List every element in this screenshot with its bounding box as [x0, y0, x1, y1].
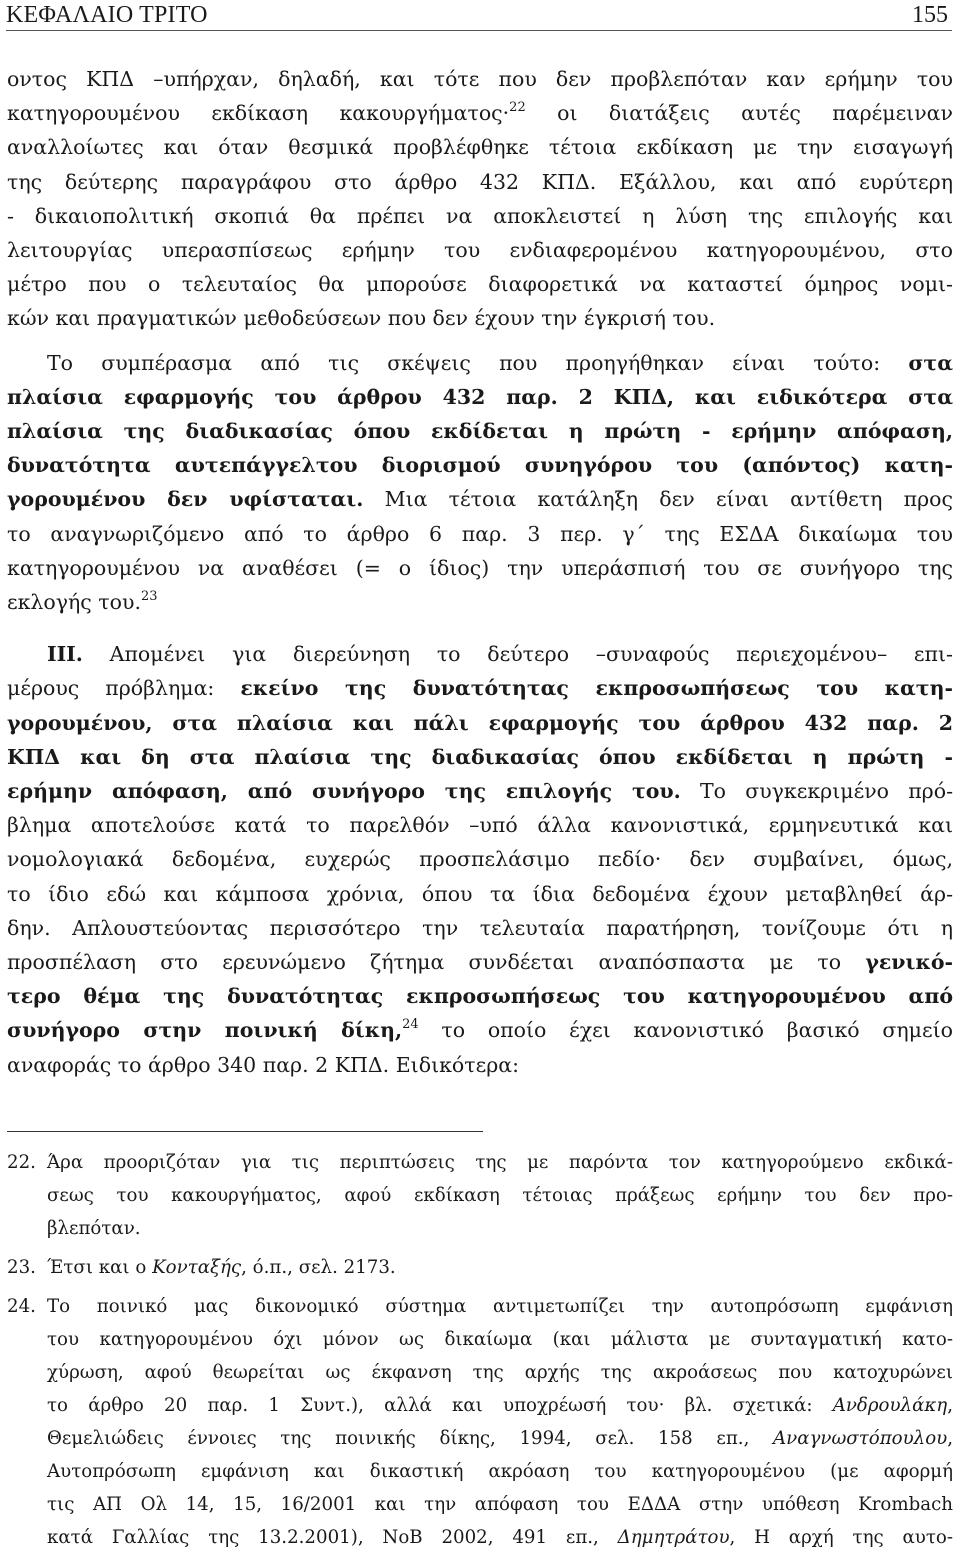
author-name: Κονταξής: [152, 1257, 242, 1278]
text-line: [7, 482, 953, 516]
text-line: [7, 1521, 953, 1554]
text-line: [7, 774, 953, 808]
footnote-divider: [7, 1131, 483, 1132]
text-line: Αυτοπρόσωπη εμφάνιση και δικαστική ακρόαση του κατηγορουμένου (με αφορμή: [47, 1461, 953, 1482]
text-line: [7, 945, 953, 979]
text-line: του κατηγορουμένου όχι μόνον ως δικαίωμα (και μάλιστα με συνταγματική κατο-: [47, 1329, 953, 1350]
text-run: ,: [947, 1395, 953, 1416]
text-line: δην. Απλουστεύοντας περισσότερο την τελευταία παρατήρηση, τονίζουμε ότι η: [7, 915, 953, 940]
author-name: Δημητράτου: [617, 1527, 730, 1548]
main-text: [7, 62, 953, 1082]
bold-run: ΚΠΔ και δη στα πλαίσια της διαδικασίας όπου εκδίδεται η πρώτη -: [7, 744, 953, 769]
running-header: [6, 0, 952, 31]
text-run: κατά Γαλλίας της 13.2.2001), ΝοΒ 2002, 491 επ.,: [47, 1527, 618, 1548]
text-run: Απομένει για διερεύνηση το δεύτερο –συναφούς περιεχομένου– επι-: [82, 642, 953, 667]
footnotes: [7, 1146, 953, 1560]
bold-run: τερο θέμα της δυνατότητας εκπροσωπήσεως του κατηγορουμένου από: [7, 984, 953, 1009]
footnote-24: [7, 1290, 953, 1554]
text-line: βλεπόταν.: [47, 1218, 141, 1239]
text-line: [7, 96, 953, 130]
text-line: της δεύτερης παραγράφου στο άρθρο 432 ΚΠΔ. Εξάλλου, και από ευρύτερη: [7, 169, 953, 194]
bold-run: εκείνο της δυνατότητας εκπροσωπήσεως του κατη-: [240, 676, 953, 701]
footnote-23: [7, 1251, 953, 1284]
text-line: [7, 740, 953, 774]
section-number: ΙΙΙ.: [47, 642, 83, 667]
text-line: χύρωση, αφού θεωρείται ως έκφανση της αρχής της ακροάσεως που κατοχυρώνει: [47, 1362, 953, 1383]
text-line: λειτουργίας υπερασπίσεως ερήμην του ενδιαφερομένου κατηγορουμένου, στο: [7, 238, 953, 263]
text-line: [7, 346, 953, 380]
text-line: νομολογιακά δεδομένα, ευχερώς προσπελάσιμο πεδίο· δεν συμβαίνει, όμως,: [7, 847, 953, 872]
text-run: Μια τέτοια κατάληξη δεν είναι αντίθετη προς: [363, 487, 953, 512]
text-line: μέτρο που ο τελευταίος θα μπορούσε διαφορετικά να καταστεί όμηρος νομι-: [7, 272, 953, 297]
text-run: , ό.π., σελ. 2173.: [241, 1257, 396, 1278]
text-line: - δικαιοπολιτική σκοπιά θα πρέπει να αποκλειστεί η λύση της επιλογής και: [7, 203, 953, 228]
text-run: το άρθρο 20 παρ. 1 Συντ.), αλλά και υποχρέωσή του· βλ. σχετικά:: [47, 1395, 833, 1416]
text-line: [7, 448, 953, 482]
bold-run: συνήγορο στην ποινική δίκη,: [7, 1018, 403, 1043]
footnote-ref-24[interactable]: 24: [402, 1017, 419, 1033]
bold-run: γορουμένου δεν υφίσταται.: [7, 487, 364, 512]
text-run: οι διατάξεις αυτές παρέμειναν: [525, 101, 953, 126]
text-run: κατηγορουμένου εκδίκαση κακουργήματος·: [7, 101, 510, 126]
text-line: [7, 1013, 953, 1047]
footnote-ref-23[interactable]: 23: [140, 589, 158, 605]
bold-run: ερήμην απόφαση, από συνήγορο της επιλογής του.: [7, 779, 681, 804]
text-line: [7, 1290, 953, 1323]
text-run: Θεμελιώδεις έννοιες της ποινικής δίκης, 1994, σελ. 158 επ.,: [47, 1428, 774, 1449]
text-line: κατηγορουμένου να αναθέσει (= ο ίδιος) την υπεράσπισή του σε συνήγορο της: [7, 555, 953, 580]
text-line: κών και πραγματικών μεθοδεύσεων που δεν έχουν την έγκρισή του.: [7, 306, 716, 331]
text-line: [7, 1389, 953, 1422]
text-line: [7, 979, 953, 1013]
text-line: [7, 671, 953, 705]
text-line: [7, 706, 953, 740]
footnote-number: 23.: [7, 1257, 36, 1278]
text-run: Άρα προοριζόταν για τις περιπτώσεις της με παρόντα τον κατηγορούμενο εκδικά-: [47, 1152, 953, 1173]
text-run: μέρους πρόβλημα:: [7, 676, 241, 701]
author-name: Αναγνωστόπουλου: [773, 1428, 948, 1449]
bold-run: πλαίσια εφαρμογής του άρθρου 432 παρ. 2 ΚΠΔ, και ειδικότερα στα: [7, 384, 953, 409]
text-line: βλημα αποτελούσε κατά το παρελθόν –υπό άλλα κανονιστικά, ερμηνευτικά και: [7, 813, 953, 838]
bold-run: στα: [908, 350, 953, 375]
text-run: Το ποινικό μας δικονομικό σύστημα αντιμετωπίζει την αυτοπρόσωπη εμφάνιση: [47, 1296, 953, 1317]
text-run: Το συγκεκριμένο πρό-: [680, 779, 953, 804]
text-line: [7, 380, 953, 414]
footnote-number: 24.: [7, 1296, 36, 1317]
text-line: το αναγνωριζόμενο από το άρθρο 6 παρ. 3 περ. γ΄ της ΕΣΔΑ δικαίωμα του: [7, 521, 953, 546]
text-line: αναφοράς το άρθρο 340 παρ. 2 ΚΠΔ. Ειδικότερα:: [7, 1052, 520, 1077]
text-line: [7, 1146, 953, 1179]
bold-run: πλαίσια της διαδικασίας όπου εκδίδεται η πρώτη - ερήμην απόφαση,: [7, 419, 953, 444]
paragraph-3: [7, 637, 953, 1082]
bold-run: γενικό-: [865, 950, 953, 975]
text-line: [7, 414, 953, 448]
bold-run: δυνατότητα αυτεπάγγελτου διορισμού συνηγόρου του (απόντος) κατη-: [7, 453, 953, 478]
text-line: το ίδιο εδώ και κάμποσα χρόνια, όπου τα ίδια δεδομένα έχουν μεταβληθεί άρ-: [7, 881, 953, 906]
text-line: οντος ΚΠΔ –υπήρχαν, δηλαδή, και τότε που δεν προβλεπόταν καν ερήμην του: [7, 67, 953, 91]
footnote-ref-22[interactable]: 22: [509, 100, 526, 116]
author-name: Ανδρουλάκη: [832, 1395, 948, 1416]
text-line: [7, 637, 953, 671]
chapter-title: ΚΕΦΑΛΑΙΟ ΤΡΙΤΟ: [6, 2, 208, 28]
bold-run: γορουμένου, στα πλαίσια και πάλι εφαρμογής του άρθρου 432 παρ. 2: [7, 710, 953, 735]
paragraph-2: [7, 346, 953, 620]
text-line: τις ΑΠ Ολ 14, 15, 16/2001 και την απόφαση του ΕΔΔΑ στην υπόθεση Krombach: [47, 1494, 953, 1515]
paragraph-1: [7, 62, 953, 336]
text-line: [7, 1251, 953, 1284]
page-number: 155: [912, 2, 948, 28]
text-run: ,: [947, 1428, 953, 1449]
text-line: σεως του κακουργήματος, αφού εκδίκαση τέτοιας πράξεως ερήμην του δεν προ-: [47, 1185, 953, 1206]
text-run: Το συμπέρασμα από τις σκέψεις που προηγήθηκαν είναι τούτο:: [47, 350, 909, 375]
text-line: αναλλοίωτες και όταν θεσμικά προβλέφθηκε τέτοια εκδίκαση με την εισαγωγή: [7, 135, 953, 160]
text-run: εκλογής του.: [7, 590, 141, 615]
footnote-22: [7, 1146, 953, 1245]
text-line: [7, 1422, 953, 1455]
text-run: το οποίο έχει κανονιστικό βασικό σημείο: [418, 1018, 953, 1043]
text-run: Έτσι και ο: [47, 1257, 153, 1278]
footnote-number: 22.: [7, 1152, 36, 1173]
text-run: , Η αρχή της αυτο-: [729, 1527, 953, 1548]
text-line: [7, 585, 953, 619]
text-run: προσπέλαση στο ερευνώμενο ζήτημα συνδέεται αναπόσπαστα με το: [7, 950, 866, 975]
